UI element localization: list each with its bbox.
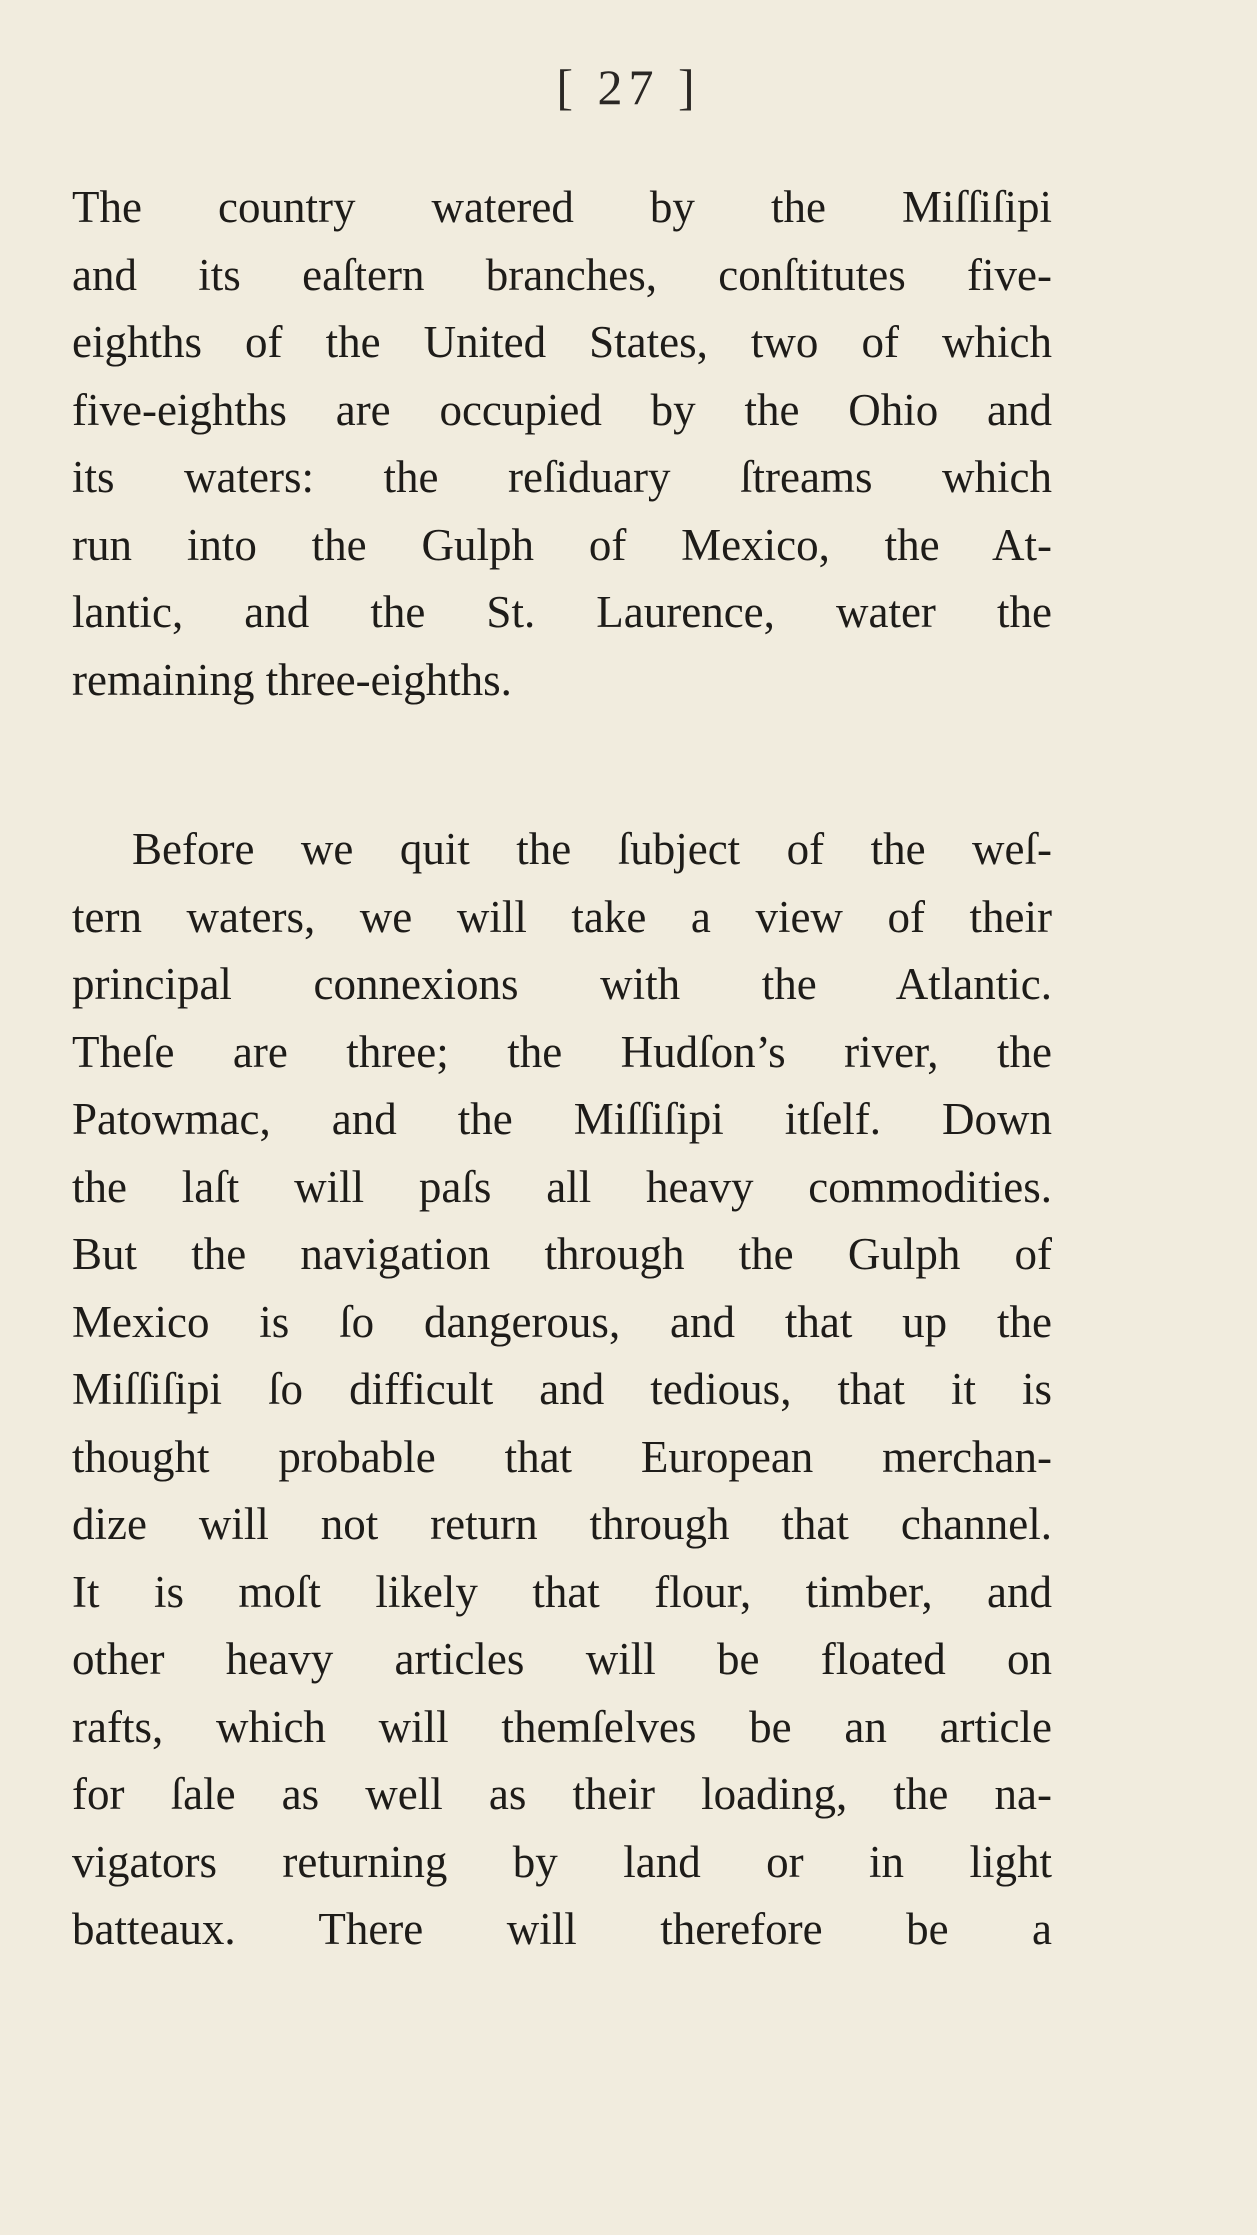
text-line: principal connexions with the Atlantic. xyxy=(72,959,1052,1009)
text-line: vigators returning by land or in light xyxy=(72,1836,1052,1887)
paragraph-1 xyxy=(72,174,1052,714)
text-line: Before we quit the ſubject of the weſ- xyxy=(132,824,1052,874)
paragraph-2 xyxy=(72,816,1052,1964)
text-line: The country watered by the Miſſiſipi xyxy=(72,182,1052,232)
text-line: Mexico is ſo dangerous, and that up the xyxy=(72,1296,1052,1347)
text-line: lantic, and the St. Laurence, water the xyxy=(72,587,1052,637)
text-line: dize will not return through that channel. xyxy=(72,1499,1052,1549)
text-line: other heavy articles will be floated on xyxy=(72,1634,1052,1684)
text-line: But the navigation through the Gulph of xyxy=(72,1229,1052,1279)
text-line: eighths of the United States, two of which xyxy=(72,317,1052,367)
text-line: batteaux. There will therefore be a xyxy=(72,1904,1052,1954)
text-line: rafts, which will themſelves be an article xyxy=(72,1701,1052,1752)
page-number-header: [ 27 ] xyxy=(556,59,701,115)
text-line: its waters: the reſiduary ſtreams which xyxy=(72,452,1052,502)
text-line: the laſt will paſs all heavy commodities. xyxy=(72,1161,1052,1212)
text-line: run into the Gulph of Mexico, the At- xyxy=(72,519,1052,570)
text-line: tern waters, we will take a view of their xyxy=(72,891,1052,942)
text-line: remaining three-eighths. xyxy=(72,654,512,705)
text-line: thought probable that European merchan- xyxy=(72,1431,1052,1482)
text-line: and its eaſtern branches, conſtitutes five- xyxy=(72,249,1052,300)
text-line: Miſſiſipi ſo difficult and tedious, that it is xyxy=(72,1364,1052,1414)
text-line: It is moſt likely that flour, timber, and xyxy=(72,1566,1052,1617)
text-line: for ſale as well as their loading, the na- xyxy=(72,1769,1052,1819)
text-line: Theſe are three; the Hudſon’s river, the xyxy=(72,1026,1052,1077)
text-line: five-eighths are occupied by the Ohio and xyxy=(72,384,1052,435)
text-line: Patowmac, and the Miſſiſipi itſelf. Down xyxy=(72,1094,1052,1144)
